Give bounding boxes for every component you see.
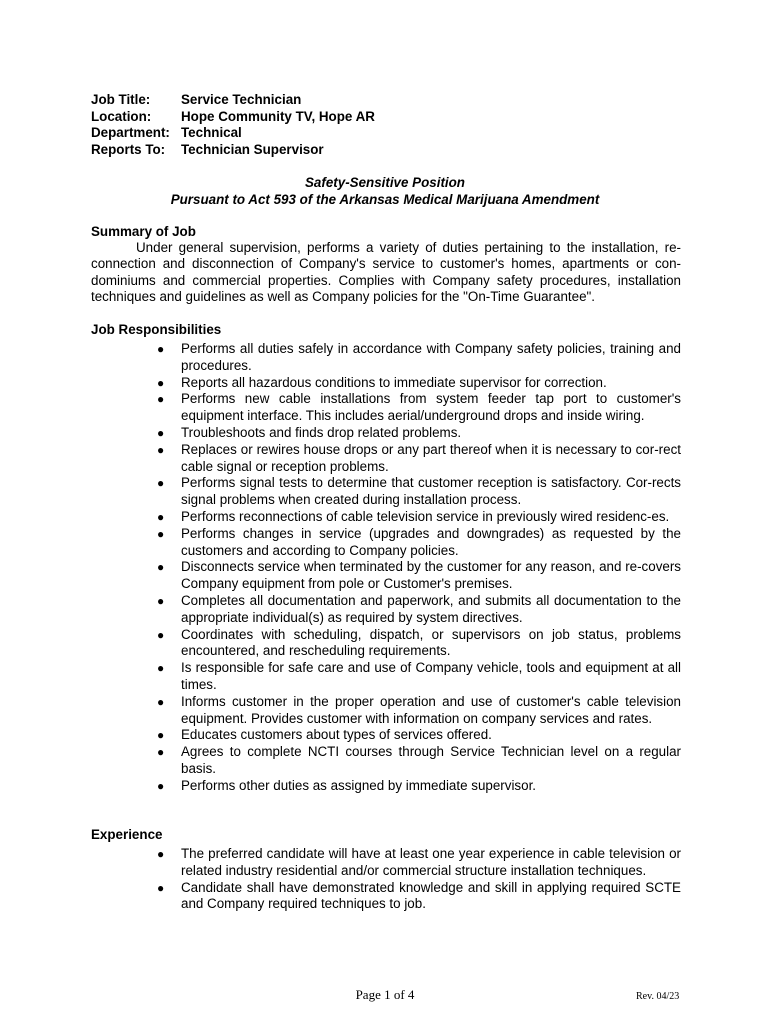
bullet-icon: ● <box>157 425 165 440</box>
list-item-text: Performs signal tests to determine that customer reception is satisfactory. Cor-rects signal problems when created during installation process. <box>181 475 681 508</box>
bullet-icon: ● <box>157 778 165 793</box>
list-item <box>91 341 681 375</box>
list-item <box>91 880 681 914</box>
list-item <box>91 425 681 442</box>
list-item-text: Performs new cable installations from system feeder tap port to customer's equipment interface. This includes aerial/underground drops and inside wiring. <box>181 391 681 424</box>
responsibilities-list <box>91 341 681 795</box>
bullet-icon: ● <box>157 593 165 608</box>
revision-date: Rev. 04/23 <box>636 991 680 1002</box>
header-row-location <box>91 109 375 126</box>
list-item-text: Performs reconnections of cable television service in previously wired residenc-es. <box>181 508 670 524</box>
list-item <box>91 727 681 744</box>
header-label: Job Title: <box>91 92 151 107</box>
header-value: Technical <box>181 125 242 141</box>
list-item <box>91 375 681 392</box>
experience-list <box>91 846 681 913</box>
bullet-icon: ● <box>157 442 165 457</box>
list-item <box>91 475 681 509</box>
header-label: Reports To: <box>91 141 166 157</box>
list-item <box>91 559 681 593</box>
header-row-reports-to <box>91 142 375 159</box>
list-item-text: Agrees to complete NCTI courses through Service Technician level on a regular basis. <box>181 744 681 776</box>
list-item-text: Completes all documentation and paperwork, and submits all documentation to the appropriate individual(s) as required by system directives. <box>181 592 681 625</box>
bullet-icon: ● <box>157 745 165 760</box>
header-label: Department: <box>91 125 170 141</box>
bullet-icon: ● <box>157 476 165 491</box>
header-value: Hope Community TV, Hope AR <box>181 108 375 124</box>
list-item-text: Educates customers about types of services offered. <box>181 727 492 743</box>
header-value: Service Technician <box>181 92 302 107</box>
list-item <box>91 627 681 661</box>
list-item-text: Replaces or rewires house drops or any part thereof when it is necessary to cor-rect cable signal or reception problems. <box>181 441 681 474</box>
header-row-job-title <box>91 92 375 109</box>
bullet-icon: ● <box>157 392 165 407</box>
list-item-text: Performs changes in service (upgrades and downgrades) as requested by the customers and according to Company policies. <box>181 525 681 558</box>
experience-heading: Experience <box>91 827 163 842</box>
responsibilities-heading: Job Responsibilities <box>91 322 222 337</box>
list-item-text: Troubleshoots and finds drop related problems. <box>181 424 462 440</box>
safety-notice-title: Safety-Sensitive Position <box>305 175 465 190</box>
summary-paragraph: Under general supervision, performs a variety of duties pertaining to the installation, re-connection and disconnection of Company's service to customer's homes, apartments or con-dominiums and commercial properties. Complies with Company safety procedures, installation techniques and guidelines as well as Company policies for the "On-Time Guarantee". <box>91 240 681 305</box>
list-item <box>91 442 681 476</box>
header-row-department <box>91 125 375 142</box>
bullet-icon: ● <box>157 661 165 676</box>
bullet-icon: ● <box>157 694 165 709</box>
list-item <box>91 660 681 694</box>
list-item-text: Is responsible for safe care and use of Company vehicle, tools and equipment at all times. <box>181 660 681 692</box>
summary-heading: Summary of Job <box>91 224 196 239</box>
list-item-text: The preferred candidate will have at least one year experience in cable television or related industry residential and/or commercial structure installation techniques. <box>181 846 681 878</box>
bullet-icon: ● <box>157 847 165 861</box>
bullet-icon: ● <box>157 627 165 642</box>
list-item <box>91 778 681 795</box>
bullet-icon: ● <box>157 375 165 390</box>
list-item <box>91 526 681 560</box>
list-item-text: Coordinates with scheduling, dispatch, or supervisors on job status, problems encountered, and rescheduling requirements. <box>181 626 681 659</box>
safety-notice-act: Pursuant to Act 593 of the Arkansas Medical Marijuana Amendment <box>170 192 600 207</box>
bullet-icon: ● <box>157 560 165 575</box>
header-value: Technician Supervisor <box>181 141 324 157</box>
header-label: Location: <box>91 108 152 124</box>
list-item <box>91 744 681 778</box>
bullet-icon: ● <box>157 526 165 541</box>
list-item <box>91 846 681 880</box>
job-header <box>91 92 375 158</box>
list-item <box>91 391 681 425</box>
page-number: Page 1 of 4 <box>355 987 415 1002</box>
bullet-icon: ● <box>157 509 165 524</box>
list-item-text: Candidate shall have demonstrated knowledge and skill in applying required SCTE and Company required techniques to job. <box>181 879 681 912</box>
list-item <box>91 593 681 627</box>
list-item-text: Reports all hazardous conditions to immediate supervisor for correction. <box>181 374 607 390</box>
list-item-text: Performs other duties as assigned by immediate supervisor. <box>181 777 537 793</box>
bullet-icon: ● <box>157 342 165 356</box>
list-item-text: Informs customer in the proper operation and use of customer's cable television equipment. Provides customer with information on company services and rates. <box>181 693 681 726</box>
list-item-text: Disconnects service when terminated by the customer for any reason, and re-covers Company equipment from pole or Customer's premises. <box>181 559 681 592</box>
list-item-text: Performs all duties safely in accordance with Company safety policies, training and procedures. <box>181 341 681 373</box>
bullet-icon: ● <box>157 880 165 895</box>
bullet-icon: ● <box>157 728 165 743</box>
list-item <box>91 694 681 728</box>
list-item <box>91 509 681 526</box>
